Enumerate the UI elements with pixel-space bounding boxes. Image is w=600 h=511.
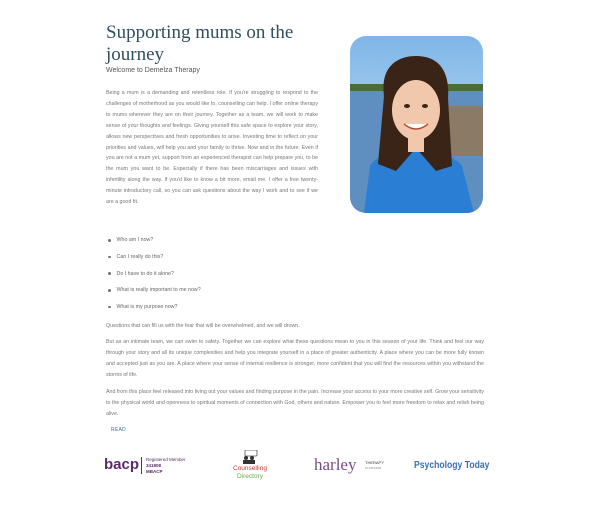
list-item: Do I have to do it alone? xyxy=(108,265,201,282)
counselling-directory-logo[interactable] xyxy=(228,450,274,484)
therapist-photo xyxy=(350,36,483,213)
list-item: What is my purpose now? xyxy=(108,299,201,316)
bullet-icon xyxy=(108,289,111,292)
harley-therapy-logo[interactable] xyxy=(314,456,390,476)
page-subtitle: Welcome to Demelza Therapy xyxy=(106,67,200,74)
paragraph-team: But as an intimate team, we can swim to safety. Together we can explore what these questions mean to you in this season of your life. Think and feel our way through your story and all its unique complexities and help you integrate yourself in a place of greater authenticity. A place where you can be more fully known and accepted just as you are. A place where your sense of internal resilience is stronger, more confident that you will find the resources within you withstand the storms of life. xyxy=(106,339,484,378)
list-item: What is really important to me now? xyxy=(108,282,201,299)
harley-suffix: THERAPY xyxy=(365,460,384,465)
page-title: Supporting mums on the journey xyxy=(106,22,294,65)
harley-tagline: PLATFORM xyxy=(365,466,382,470)
bullet-icon xyxy=(108,272,111,275)
people-icon xyxy=(240,450,260,464)
bacp-wordmark: bacp xyxy=(104,456,140,473)
psychology-today-logo[interactable] xyxy=(414,458,490,474)
harley-wordmark: harley xyxy=(314,455,357,474)
bullet-icon xyxy=(108,239,111,242)
bacp-divider xyxy=(141,457,142,474)
list-item: Can I really do this? xyxy=(108,249,201,266)
bullet-icon xyxy=(108,256,111,259)
list-item: Who am I now? xyxy=(108,232,201,249)
paragraph-fear: Questions that can fill us with the fear that will be overwhelmed, and we will drown. xyxy=(106,323,300,329)
bacp-line3: MBACP xyxy=(146,469,163,474)
questions-list xyxy=(108,232,201,315)
cd-line2: Directory xyxy=(237,473,264,480)
bacp-line2: 341808 xyxy=(146,463,162,468)
bacp-logo[interactable] xyxy=(104,456,194,478)
bacp-line1: Registered Member xyxy=(146,457,186,462)
bullet-icon xyxy=(108,306,111,309)
paragraph-release: And from this place feel released into living out your values and finding purpose in the pain. Increase your access to your more creative self. Grow your sensitivity to the physical world and openness to spiritual moments of connection with God, others and nature. Empower you to feel more freedom to relax and relish being alive. xyxy=(106,389,484,417)
cd-line1: Counselling xyxy=(233,465,267,472)
read-link[interactable]: READ xyxy=(111,427,127,433)
psychology-today-wordmark: Psychology Today xyxy=(414,459,490,471)
intro-text: Being a mum is a demanding and relentless role. If you're struggling to respond to the challenges of motherhood as you would like to, counselling can help. I offer online therapy to mums wherever they are on their journey. Together as a team, we will work to make sense of your thoughts and feelings. Giving yourself this safe space to explore your story, allows new perspectives and fresh opportunities to arise. Investing time to reflect on your priorities and values, will help you and your family to thrive. Now and in the future. Even if you are not a mum yet, support from an experienced therapist can help prepare you, to be the mum you want to be. Especially if there has been miscarriages and issues with infertility along the way. If you'd like to know a bit more, email me. I offer a free twenty-minute introductory call, so you can ask questions about the way I work and to see if we are a good fit. xyxy=(106,90,318,206)
